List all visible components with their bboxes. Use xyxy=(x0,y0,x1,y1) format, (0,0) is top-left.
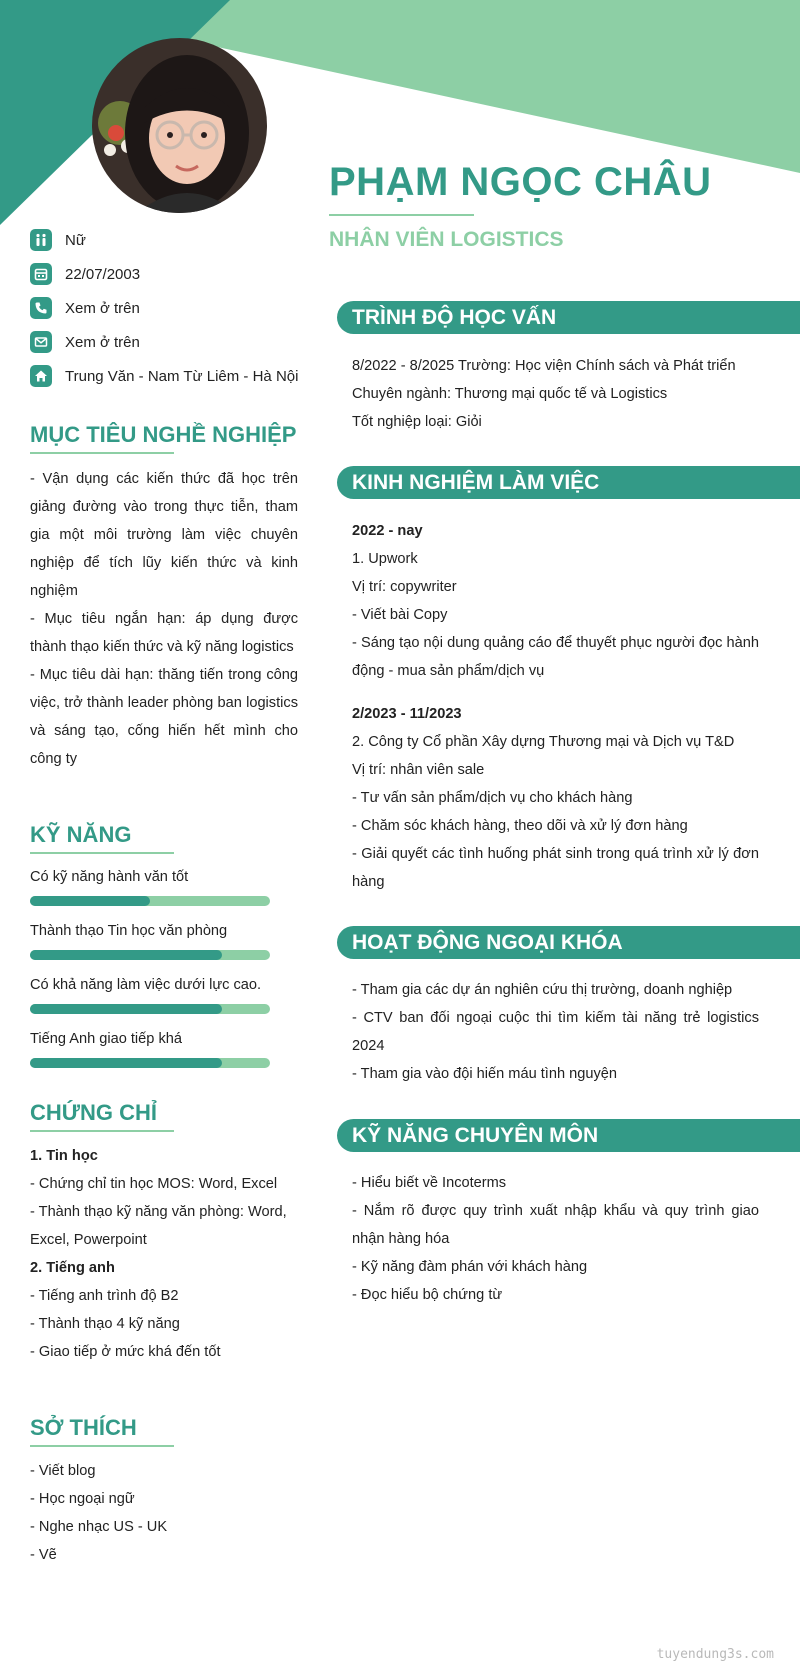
contact-email-value: Xem ở trên xyxy=(65,333,140,351)
certificate-line: - Thành thạo kỹ năng văn phòng: Word, xyxy=(30,1204,287,1220)
expertise-line: - Kỹ năng đàm phán với khách hàng xyxy=(352,1259,588,1275)
hobby-item: - Nghe nhạc US - UK xyxy=(30,1519,168,1535)
skill-bar xyxy=(30,950,270,960)
certificate-group-title: 2. Tiếng anh xyxy=(30,1260,115,1276)
education-line: 8/2022 - 8/2025 Trường: Học viện Chính sách và Phát triển xyxy=(352,358,736,374)
name-divider xyxy=(329,214,474,216)
hobbies-divider xyxy=(30,1445,174,1447)
job-line: - Sáng tạo nội dung quảng cáo để thuyết phục người đọc hành động - mua sản phẩm/dịch vụ xyxy=(352,635,759,679)
contact-phone xyxy=(30,291,320,325)
skill-bar-fill xyxy=(30,1058,222,1068)
skill-bar xyxy=(30,896,270,906)
skill-bar-fill xyxy=(30,1004,222,1014)
job-line: Vị trí: copywriter xyxy=(352,579,457,595)
certificate-line: - Chứng chỉ tin học MOS: Word, Excel xyxy=(30,1176,278,1192)
hobbies-heading: SỞ THÍCH xyxy=(30,1415,137,1440)
skill-bar-fill xyxy=(30,950,222,960)
avatar-photo xyxy=(92,38,267,213)
skill-item xyxy=(30,1028,270,1068)
objective-text xyxy=(30,465,298,773)
contact-gender xyxy=(30,223,320,257)
skill-label: Có kỹ năng hành văn tốt xyxy=(30,869,189,885)
skill-item xyxy=(30,974,270,1014)
expertise-line: - Nắm rõ được quy trình xuất nhập khẩu và quy trình giao nhận hàng hóa xyxy=(352,1203,759,1247)
skill-bar-fill xyxy=(30,896,150,906)
objective-divider xyxy=(30,452,174,454)
skill-item xyxy=(30,920,270,960)
contact-list xyxy=(30,223,320,393)
activity-line: - Tham gia các dự án nghiên cứu thị trường, doanh nghiệp xyxy=(352,982,733,998)
certificate-line: - Tiếng anh trình độ B2 xyxy=(30,1288,179,1304)
skills-divider xyxy=(30,852,174,854)
certificate-line: - Thành thạo 4 kỹ năng xyxy=(30,1316,180,1332)
skill-bar xyxy=(30,1004,270,1014)
job-line: - Viết bài Copy xyxy=(352,607,448,623)
education-line: Tốt nghiệp loại: Giỏi xyxy=(352,414,482,430)
job-line: - Giải quyết các tình huống phát sinh trong quá trình xử lý đơn hàng xyxy=(352,846,759,890)
objective-heading: MỤC TIÊU NGHỀ NGHIỆP xyxy=(30,422,297,447)
contact-address-value: Trung Văn - Nam Từ Liêm - Hà Nội xyxy=(65,367,299,385)
certificates-divider xyxy=(30,1130,174,1132)
job-line: 1. Upwork xyxy=(352,551,418,567)
objective-paragraph: - Mục tiêu dài hạn: thăng tiến trong công việc, trở thành leader phòng ban logistics và sáng tạo, cống hiến hết mình cho công ty xyxy=(30,667,298,767)
hobby-item: - Vẽ xyxy=(30,1547,57,1563)
hobby-item: - Viết blog xyxy=(30,1463,96,1479)
skill-item xyxy=(30,866,270,906)
certificate-line: - Giao tiếp ở mức khá đến tốt xyxy=(30,1344,221,1360)
activity-line: - CTV ban đối ngoại cuộc thi tìm kiếm tài năng trẻ logistics 2024 xyxy=(352,1010,759,1054)
gender-icon xyxy=(30,229,52,251)
phone-icon xyxy=(30,297,52,319)
watermark: tuyendung3s.com xyxy=(656,1647,774,1662)
objective-paragraph: - Vận dụng các kiến thức đã học trên giảng đường vào trong thực tiễn, tham gia một môi trường làm việc chuyên nghiệp để tích lũy kiến thức và kinh nghiệm xyxy=(30,471,298,599)
calendar-icon xyxy=(30,263,52,285)
contact-gender-value: Nữ xyxy=(65,231,86,249)
job-period: 2022 - nay xyxy=(352,523,423,539)
expertise-block xyxy=(352,1169,759,1309)
experience-job xyxy=(352,517,759,685)
experience-job xyxy=(352,700,759,896)
contact-email xyxy=(30,325,320,359)
hobby-item: - Học ngoại ngữ xyxy=(30,1491,135,1507)
activity-line: - Tham gia vào đội hiến máu tình nguyện xyxy=(352,1066,618,1082)
contact-birthday-value: 22/07/2003 xyxy=(65,265,141,283)
home-icon xyxy=(30,365,52,387)
certificate-line: Excel, Powerpoint xyxy=(30,1232,147,1248)
objective-paragraph: - Mục tiêu ngắn hạn: áp dụng được thành thạo kiến thức và kỹ năng logistics xyxy=(30,611,298,655)
candidate-name: PHẠM NGỌC CHÂU xyxy=(329,160,712,204)
skill-label: Thành thạo Tin học văn phòng xyxy=(30,923,228,939)
education-block xyxy=(352,352,759,436)
expertise-line: - Hiểu biết về Incoterms xyxy=(352,1175,507,1191)
job-line: 2. Công ty Cổ phần Xây dựng Thương mại và Dịch vụ T&D xyxy=(352,734,735,750)
certificate-group-title: 1. Tin học xyxy=(30,1148,98,1164)
job-line: Vị trí: nhân viên sale xyxy=(352,762,485,778)
education-heading: TRÌNH ĐỘ HỌC VẤN xyxy=(337,301,800,334)
avatar xyxy=(92,38,267,213)
skill-label: Tiếng Anh giao tiếp khá xyxy=(30,1031,182,1047)
contact-birthday xyxy=(30,257,320,291)
job-period: 2/2023 - 11/2023 xyxy=(352,706,462,722)
job-title: NHÂN VIÊN LOGISTICS xyxy=(329,228,564,251)
hobbies-list xyxy=(30,1457,300,1569)
experience-heading: KINH NGHIỆM LÀM VIỆC xyxy=(337,466,800,499)
contact-phone-value: Xem ở trên xyxy=(65,299,140,317)
job-line: - Chăm sóc khách hàng, theo dõi và xử lý đơn hàng xyxy=(352,818,688,834)
skills-heading: KỸ NĂNG xyxy=(30,822,132,847)
skill-label: Có khả năng làm việc dưới lực cao. xyxy=(30,977,262,993)
activities-heading: HOẠT ĐỘNG NGOẠI KHÓA xyxy=(337,926,800,959)
contact-address xyxy=(30,359,320,393)
certificates-heading: CHỨNG CHỈ xyxy=(30,1100,158,1125)
job-line: - Tư vấn sản phẩm/dịch vụ cho khách hàng xyxy=(352,790,633,806)
certificates-list xyxy=(30,1142,300,1366)
education-line: Chuyên ngành: Thương mại quốc tế và Logistics xyxy=(352,386,668,402)
skill-bar xyxy=(30,1058,270,1068)
activities-block xyxy=(352,976,759,1088)
expertise-heading: KỸ NĂNG CHUYÊN MÔN xyxy=(337,1119,800,1152)
expertise-line: - Đọc hiểu bộ chứng từ xyxy=(352,1287,503,1303)
mail-icon xyxy=(30,331,52,353)
